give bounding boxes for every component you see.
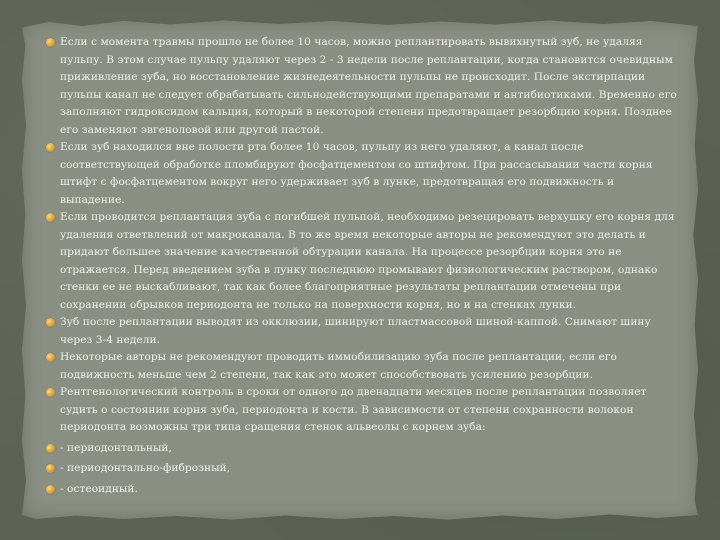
bullet-icon <box>46 38 55 47</box>
paragraph-text: Зуб после реплантации выводят из окклюзии, шинируют пластмассовой шиной-каппой. Снимают шину через 3-4 недели. <box>60 316 651 346</box>
paragraph-4 <box>46 314 682 349</box>
list-item-text: - периодонтально-фиброзный, <box>60 462 231 474</box>
paragraph-text: Если с момента травмы прошло не более 10 часов, можно реплантировать вывихнутый зуб, не удаляя пульпу. В этом случае пульпу удаляют через 2 - 3 недели после реплантации, когда становится очевидным приживление зуба, но восстановление жизнедеятельности пульпы не происходит. После экстирпации пульпы канал не следует обрабатывать сильнодействующими препаратами и антибиотиками. Временно его заполняют гидроксидом кальция, который в некоторой степени предотвращает резорбцию корня. Позднее его заменяют эвгеноловой или другой пастой. <box>60 36 677 136</box>
paragraph-1 <box>46 34 682 139</box>
list-item-text: - периодонтальный, <box>60 441 172 454</box>
bullet-icon <box>46 464 55 473</box>
bullet-icon <box>46 388 55 397</box>
bullet-icon <box>46 143 55 152</box>
list-item-osteoid <box>46 481 682 499</box>
paragraph-6 <box>46 384 682 437</box>
paragraph-text: Некоторые авторы не рекомендуют проводить иммобилизацию зуба после реплантации, если его подвижность меньше чем 2 степени, так как это может способствовать усилению резорбции. <box>60 351 617 381</box>
bullet-icon <box>46 353 55 362</box>
paragraph-text: Если зуб находился вне полости рта более 10 часов, пульпу из него удаляют, а канал после соответствующей обработке пломбируют фосфатцементом со штифтом. При рассасывании части корня штифт с фосфатцементом вокруг него удерживает зуб в лунке, предотвращая его подвижность и выпадение. <box>60 141 653 206</box>
paragraph-text: Рентгенологический контроль в сроки от одного до двенадцати месяцев после реплантации позволяет судить о состоянии корня зуба, периодонта и кости. В зависимости от степени сохранности волокон периодонта возможны три типа сращения стенок альвеолы с корнем зуба: <box>60 386 647 433</box>
bullet-icon <box>46 485 55 494</box>
bullet-icon <box>46 318 55 327</box>
paragraph-2 <box>46 139 682 209</box>
paragraph-3 <box>46 209 682 314</box>
paragraph-text: Если проводится реплантация зуба с погибшей пульпой, необходимо резецировать верхушку его корня для удаления ответвлений от макроканала. В то же время некоторые авторы не рекомендуют это делать и придают большее значение качественной обтурации канала. На процессе резорбции корня это не отражается. Перед введением зуба в лунку последнюю промывают физиологическим раствором, однако стенки ее не выскабливают, так как более благоприятные результаты реплантации отмечены при сохранении обрывков периодонта не только на поверхности корня, но и на стенках лунки. <box>60 211 675 311</box>
list-item-periodontal <box>46 440 682 458</box>
slide-content <box>46 34 682 498</box>
bullet-icon <box>46 444 55 453</box>
paragraph-5 <box>46 349 682 384</box>
list-item-text: - остеоидный. <box>60 482 138 495</box>
list-item-periodontal-fibrous <box>46 460 682 478</box>
bullet-icon <box>46 213 55 222</box>
